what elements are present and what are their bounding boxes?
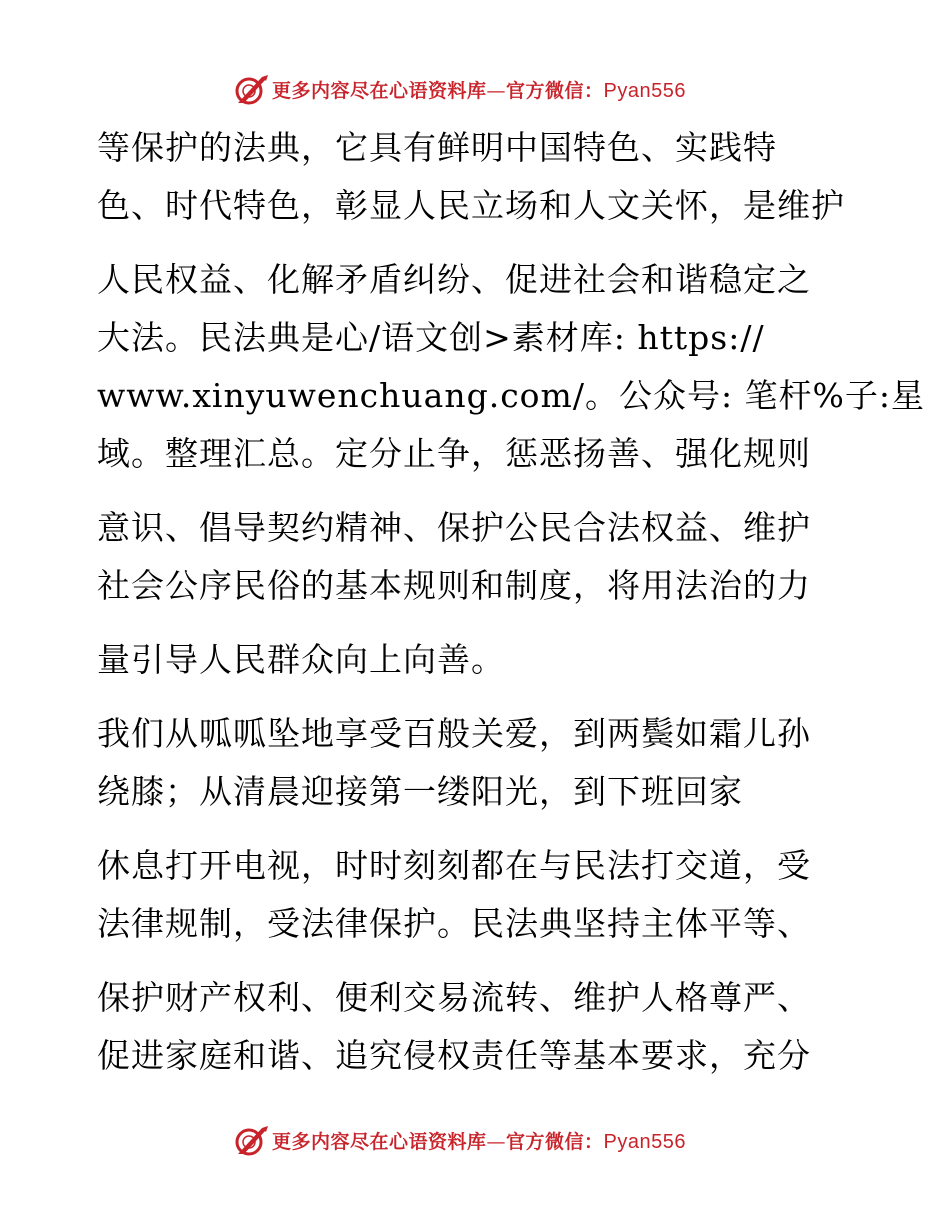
banner-text [272, 76, 686, 103]
body-line: 大法。民法典是心/语文创>素材库: https:// [97, 318, 765, 357]
body-line: 休息打开电视，时时刻刻都在与民法打交道，受 [97, 846, 811, 885]
body-line: 意识、倡导契约精神、保护公民合法权益、维护 [97, 508, 811, 547]
body-line: 保护财产权利、便利交易流转、维护人格尊严、 [97, 978, 811, 1017]
banner-dash: — [486, 80, 507, 102]
quill-pen-logo-icon [232, 1124, 270, 1158]
banner-dash: — [486, 1131, 507, 1153]
body-line: 色、时代特色，彰显人民立场和人文关怀，是维护 [97, 186, 845, 225]
body-line: 等保护的法典，它具有鲜明中国特色、实践特 [97, 128, 777, 167]
banner-site-text: 更多内容尽在心语资料库 [272, 1131, 487, 1153]
header-banner [0, 70, 950, 110]
banner-wechat-id: Pyan556 [603, 1131, 686, 1153]
body-line: 法律规制，受法律保护。民法典坚持主体平等、 [97, 904, 811, 943]
body-line: 我们从呱呱坠地享受百般关爱，到两鬓如霜儿孙 [97, 714, 811, 753]
body-line: www.xinyuwenchuang.com/。公众号: 笔杆%子:星 [97, 376, 926, 415]
body-line: 量引导人民群众向上向善。 [97, 640, 505, 679]
body-line: 促进家庭和谐、追究侵权责任等基本要求，充分 [97, 1036, 811, 1075]
footer-banner [0, 1121, 950, 1161]
quill-pen-logo-icon [232, 73, 270, 107]
banner-contact-text: 官方微信： [506, 1131, 604, 1153]
body-line: 社会公序民俗的基本规则和制度，将用法治的力 [97, 566, 811, 605]
banner-text [272, 1127, 686, 1154]
banner-site-text: 更多内容尽在心语资料库 [272, 80, 487, 102]
banner-contact-text: 官方微信： [506, 80, 604, 102]
body-line: 域。整理汇总。定分止争，惩恶扬善、强化规则 [97, 434, 811, 473]
body-line: 人民权益、化解矛盾纠纷、促进社会和谐稳定之 [97, 260, 811, 299]
body-line: 绕膝；从清晨迎接第一缕阳光，到下班回家 [97, 772, 743, 811]
banner-wechat-id: Pyan556 [603, 80, 686, 102]
